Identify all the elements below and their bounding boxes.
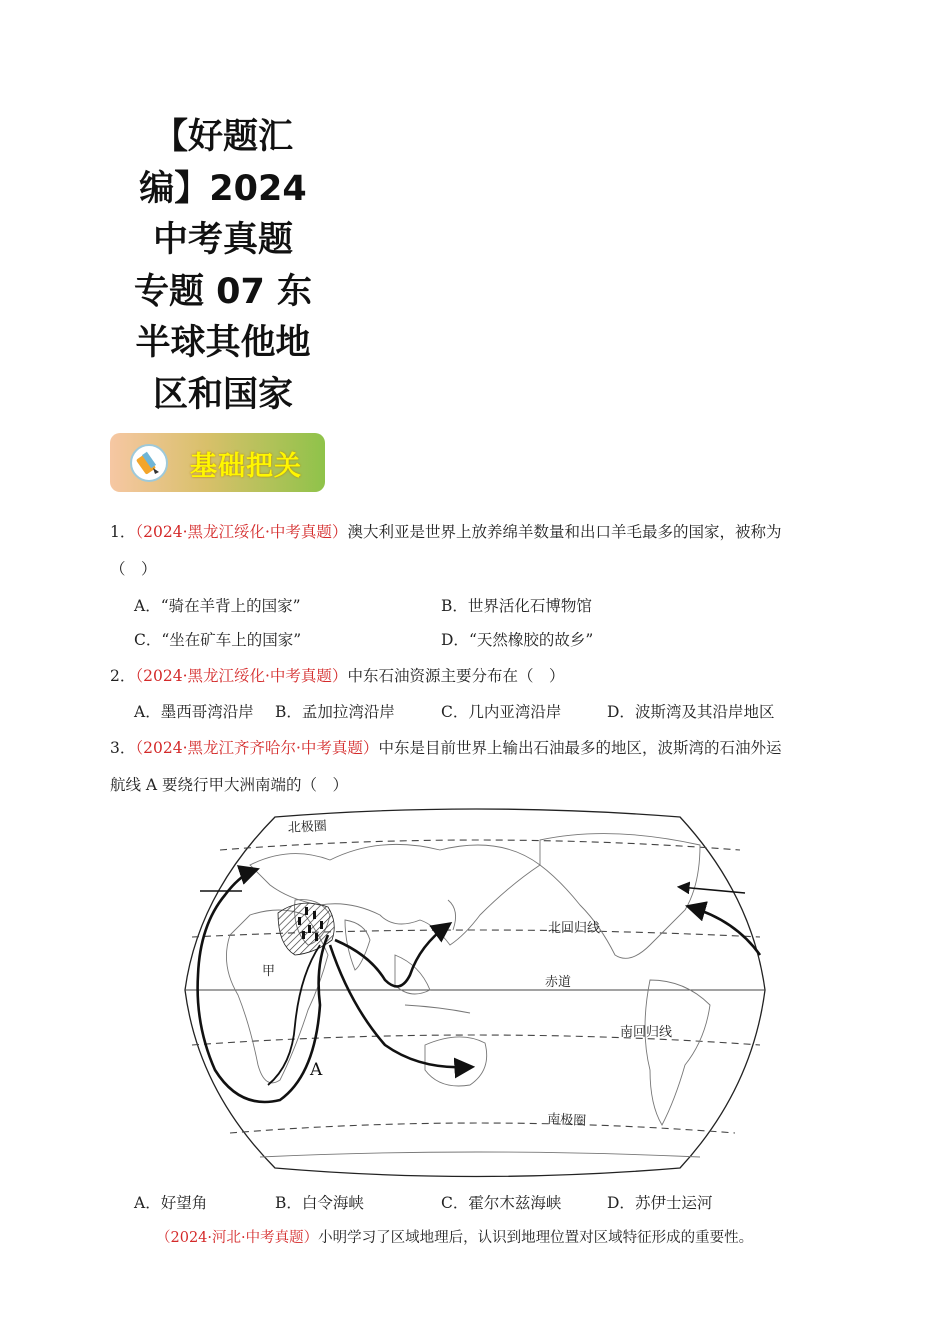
- map-label-tropic-s: 南回归线: [620, 1025, 673, 1040]
- question-text: 中东是目前世界上输出石油最多的地区，波斯湾的石油外运: [378, 739, 782, 757]
- question-number: 3．: [110, 739, 136, 757]
- section-badge-label: 基础把关: [190, 451, 302, 482]
- title-line: 半球其他地: [135, 323, 311, 363]
- question-text: 小明学习了区域地理后，认识到地理位置对区域特征形成的重要性。: [318, 1230, 754, 1246]
- question-source: （2024·黑龙江绥化·中考真题）: [135, 523, 348, 541]
- question-number: 1．: [110, 523, 136, 541]
- map-label-equator: 赤道: [545, 975, 572, 990]
- title-line: 专题 07 东: [133, 271, 313, 312]
- q1-option-b: B．世界活化石博物馆: [441, 597, 592, 615]
- q3-option-c: C．霍尔木兹海峡: [441, 1194, 562, 1212]
- q3-option-b: B．白令海峡: [275, 1194, 364, 1212]
- question-text: 中东石油资源主要分布在（ ）: [347, 667, 565, 685]
- q2-option-d: D．波斯湾及其沿岸地区: [607, 703, 775, 721]
- question-number: 2．: [110, 667, 136, 685]
- map-label-route: A: [310, 1060, 323, 1080]
- question-2-stem: [110, 664, 564, 686]
- question-source: （2024·河北·中考真题）: [156, 1230, 319, 1246]
- title-line: 中考真题: [152, 220, 293, 260]
- world-map: [180, 805, 770, 1185]
- title-line: 【好题汇: [152, 117, 293, 157]
- pen-in-circle-icon: [130, 444, 168, 482]
- map-label-arctic: 北极圈: [287, 818, 328, 836]
- question-1-paren: （ ）: [110, 560, 157, 578]
- page-title: [118, 112, 328, 421]
- q2-option-b: B．孟加拉湾沿岸: [275, 703, 395, 721]
- question-3-stem: [110, 736, 781, 758]
- question-source: （2024·黑龙江绥化·中考真题）: [135, 667, 348, 685]
- map-frame: [185, 809, 765, 1177]
- question-text: 澳大利亚是世界上放养绵羊数量和出口羊毛最多的国家，被称为: [347, 523, 782, 541]
- map-label-tropic-n: 北回归线: [548, 921, 601, 936]
- question-1-stem: [110, 520, 781, 542]
- question-4-stem: [156, 1226, 753, 1247]
- q1-option-a: A．“骑在羊背上的国家”: [134, 597, 301, 615]
- map-label-continent: 甲: [262, 964, 276, 979]
- q1-option-c: C．“坐在矿车上的国家”: [134, 631, 302, 649]
- q1-option-d: D．“天然橡胶的故乡”: [441, 631, 594, 649]
- question-3-stem-cont: 航线 A 要绕行甲大洲南端的（ ）: [110, 776, 349, 794]
- q3-option-d: D．苏伊士运河: [607, 1194, 713, 1212]
- title-line: 区和国家: [152, 374, 293, 415]
- q3-option-a: A．好望角: [134, 1194, 208, 1212]
- world-map-figure: [180, 805, 770, 1189]
- map-label-antarctic: 南极圈: [546, 1112, 587, 1130]
- question-source: （2024·黑龙江齐齐哈尔·中考真题）: [135, 739, 379, 757]
- q2-option-a: A．墨西哥湾沿岸: [134, 703, 254, 721]
- title-line: 编】2024: [139, 168, 307, 209]
- section-badge: [110, 433, 325, 492]
- q2-option-c: C．几内亚湾沿岸: [441, 703, 562, 721]
